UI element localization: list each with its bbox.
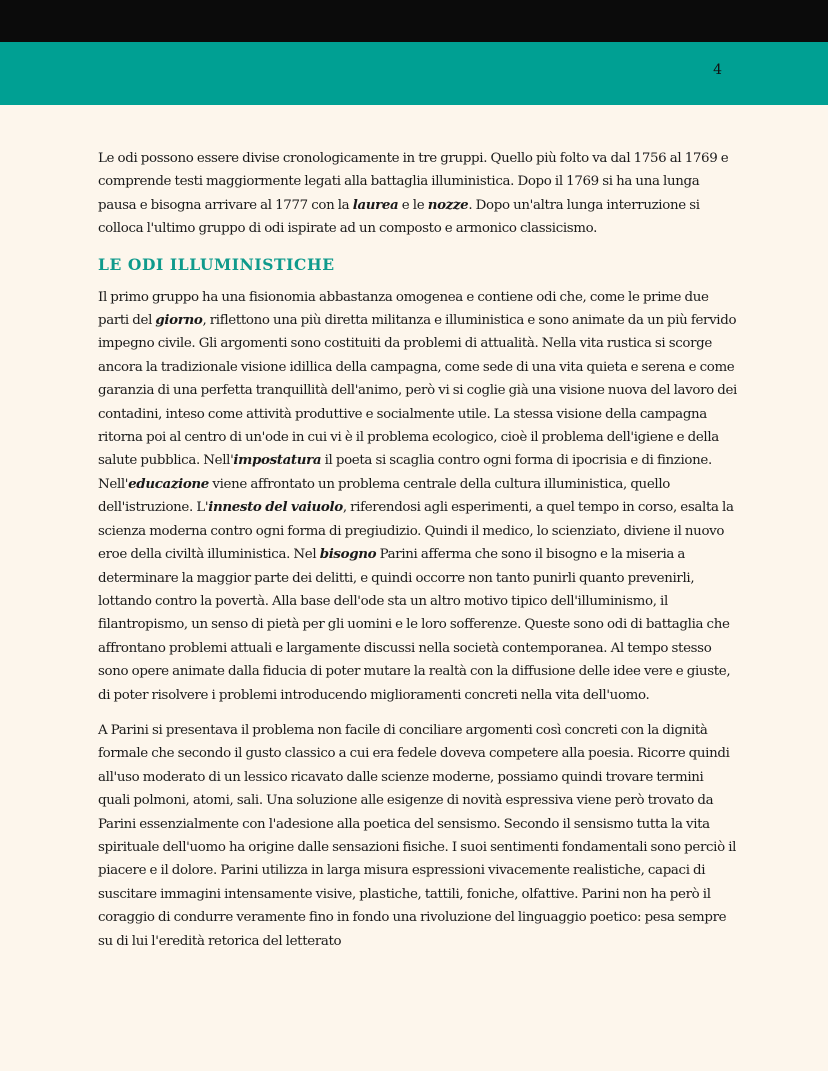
page-number: 4 <box>713 62 722 78</box>
text-span: Il primo gruppo ha una fisionomia abbastanza omogenea e contiene odi che, come le prime due parti del <box>98 289 709 329</box>
emphasis-nozze: nozze <box>427 196 469 213</box>
text-span: . Dopo un'altra lunga interruzione si colloca l'ultimo gruppo di odi ispirate ad un composto e armonico classicismo. <box>98 197 700 237</box>
text-span: , riflettono una più diretta militanza e illuministica e sono animate da un più fervido impegno civile. Gli argomenti sono costituiti da problemi di attualità. Nella vita rustica si scorge ancora la tradizionale visione idillica della campagna, come sede di una vita quieta e serena e come garanzia di una perfetta tranquillità dell'animo, però vi si coglie già una visione nuova del lavoro dei contadini, inteso come attività produttive e socialmente utile. La stessa visione della campagna ritorna poi al centro di un'ode in cui vi è il problema ecologico, cioè il problema dell'igiene e della salute pubblica. Nell' <box>98 313 737 469</box>
intro-paragraph <box>98 147 738 241</box>
top-black-bar <box>0 0 828 42</box>
section-paragraph-2: A Parini si presentava il problema non facile di conciliare argomenti così concreti con la dignità formale che secondo il gusto classico a cui era fedele doveva competere alla poesia. Ricorre quindi all'uso moderato di un lessico ricavato dalle scienze moderne, possiamo quindi trovare termini quali polmoni, atomi, sali. Una soluzione alle esigenze di novità espressiva viene però trovato da Parini essenzialmente con l'adesione alla poetica del sensismo. Secondo il sensismo tutta la vita spirituale dell'uomo ha origine dalle sensazioni fisiche. I suoi sentimenti fondamentali sono perciò il piacere e il dolore. Parini utilizza in larga misura espressioni vivacemente realistiche, capaci di suscitare immagini intensamente visive, plastiche, tattili, foniche, olfattive. Parini non ha però il coraggio di condurre veramente fino in fondo una rivoluzione del linguaggio poetico: pesa sempre su di lui l'eredità retorica del letterato <box>98 722 737 949</box>
text-span: il poeta si scaglia contro ogni forma di ipocrisia e di finzione. Nell' <box>98 453 712 492</box>
text-span: e le <box>398 197 428 213</box>
emphasis-impostatura: impostatura <box>233 452 322 469</box>
header-band <box>0 42 828 105</box>
emphasis-giorno: giorno <box>155 312 203 329</box>
emphasis-educazione: educazione <box>128 475 209 492</box>
section-paragraph-1 <box>98 286 738 707</box>
document-body <box>98 147 738 953</box>
emphasis-bisogno: bisogno <box>319 546 377 563</box>
text-span: , riferendosi agli esperimenti, a quel tempo in corso, esalta la scienza moderna contro ogni forma di pregiudizio. Quindi il medico, lo scienziato, diviene il nuovo eroe della civiltà illuministica. Nel <box>98 500 734 563</box>
text-span: viene affrontato un problema centrale della cultura illuministica, quello dell'istruzione. L' <box>98 476 670 516</box>
text-span: Le odi possono essere divise cronologicamente in tre gruppi. Quello più folto va dal 1756 al 1769 e comprende testi maggiormente legati alla battaglia illuministica. Dopo il 1769 si ha una lunga pausa e bisogna arrivare al 1777 con la <box>98 151 729 213</box>
text-span: Parini afferma che sono il bisogno e la miseria a determinare la maggior parte dei delitti, e quindi occorre non tanto punirli quanto prevenirli, lottando contro la povertà. Alla base dell'ode sta un altro motivo tipico dell'illuminismo, il filantropismo, un senso di pietà per gli uomini e le loro sofferenze. Queste sono odi di battaglia che affrontano problemi attuali e largamente discussi nella società contemporanea. Al tempo stesso sono opere animate dalla fiducia di poter mutare la realtà con la diffusione delle idee vere e giuste, di poter risolvere i problemi introducendo miglioramenti concreti nella vita dell'uomo. <box>98 547 731 703</box>
section-heading: LE ODI ILLUMINISTICHE <box>98 254 335 274</box>
emphasis-laurea: laurea <box>352 196 399 213</box>
emphasis-innesto-del-vaiuolo: innesto del vaiuolo <box>208 499 343 516</box>
